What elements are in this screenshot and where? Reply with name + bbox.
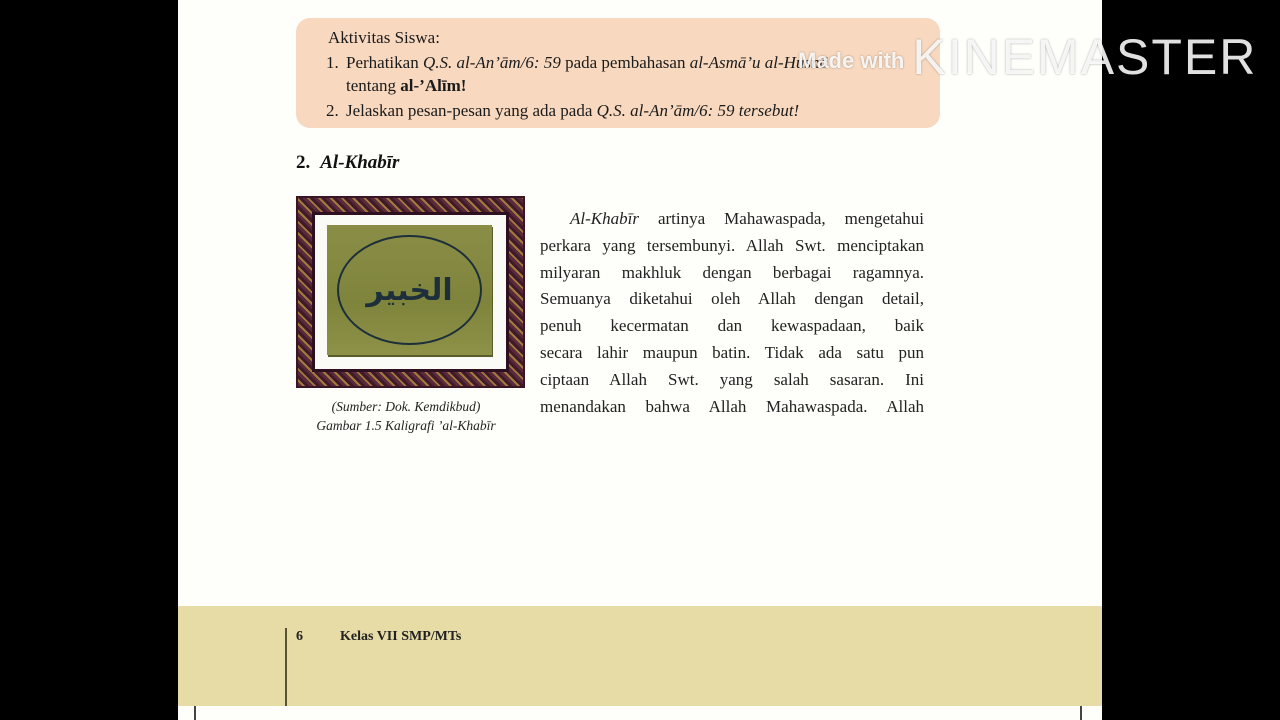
term: Al-Khabīr (570, 209, 639, 228)
body-line: ciptaan Allah Swt. yang salah sasaran. Ini (540, 369, 924, 389)
item-number: 2. (326, 101, 339, 120)
frame-mat (312, 212, 509, 372)
section-title: Al-Khabīr (320, 152, 400, 173)
section-number: 2. (296, 152, 311, 173)
asmaul-name: al-’Alīm! (400, 76, 467, 95)
verse-reference: Q.S. al-An’ām/6: 59 tersebut! (596, 101, 800, 120)
section-heading (296, 152, 399, 174)
calligraphy-text: الخبير (337, 235, 482, 345)
item-text: Perhatikan (346, 53, 423, 72)
watermark-small-text: Made with (798, 48, 905, 73)
calligraphy-image (296, 196, 525, 388)
item-number: 1. (326, 53, 339, 72)
body-line: milyaran makhluk dengan berbagai ragamnya. (540, 262, 924, 282)
verse-reference: Q.S. al-An’ām/6: 59 (422, 53, 561, 72)
item-text: tentang (346, 76, 401, 95)
figure-title: Gambar 1.5 Kaligrafi ’al-Khabīr (316, 418, 496, 433)
footer-divider (285, 628, 287, 708)
body-line: Semuanya diketahui oleh Allah dengan detail, (540, 289, 924, 309)
page-footer (178, 606, 1102, 706)
kinemaster-watermark (798, 28, 1257, 86)
figure-source: (Sumber: Dok. Kemdikbud) (331, 399, 481, 414)
page-edge-mark (194, 706, 196, 720)
activity-title: Aktivitas Siswa: (328, 28, 440, 47)
footer-label: Kelas VII SMP/MTs (340, 629, 462, 644)
body-paragraph (540, 206, 924, 420)
page-edge-mark (1080, 706, 1082, 720)
activity-item-1-continued (346, 73, 466, 98)
body-line: menandakan bahwa Allah Mahawaspada. Allah (540, 396, 924, 416)
body-line: secara lahir maupun batin. Tidak ada satu pun (540, 342, 924, 362)
page-number: 6 (296, 629, 303, 644)
calligraphy-plaque (327, 225, 492, 355)
document-page (178, 0, 1102, 720)
item-text: Jelaskan pesan-pesan yang ada pada (346, 101, 597, 120)
body-line (540, 206, 924, 233)
activity-item-2 (326, 98, 799, 123)
body-line: penuh kecermatan dan kewaspadaan, baik (540, 316, 924, 336)
topic-name: al-Asmā’u al-Husnā (689, 53, 829, 72)
watermark-brand: KINEMASTER (912, 29, 1258, 85)
activity-item-1 (326, 50, 828, 75)
figure-caption (296, 397, 516, 435)
next-page-edge (178, 706, 1102, 720)
item-text: pada pembahasan (560, 53, 690, 72)
body-line-text: artinya Mahawaspada, mengetahui (638, 209, 924, 228)
body-line: perkara yang tersembunyi. Allah Swt. menciptakan (540, 235, 924, 255)
